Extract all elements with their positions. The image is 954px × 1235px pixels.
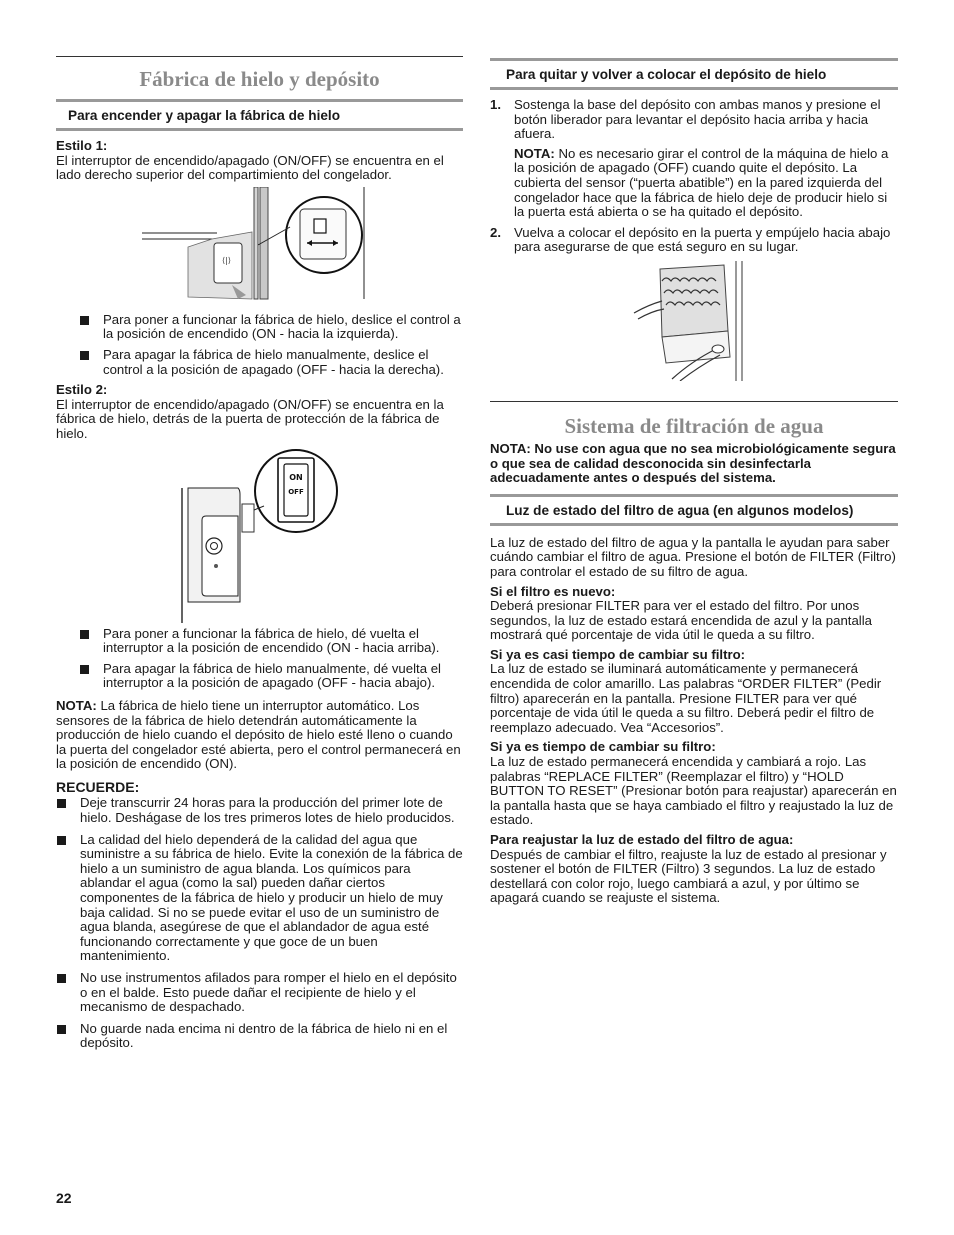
nota-label: NOTA: (56, 697, 97, 713)
estilo1-label: Estilo 1: (56, 138, 108, 153)
step-1-text: Sostenga la base del depósito con ambas manos y presione el botón liberador para levantar el depósito hacia arriba y hacia afuera. (514, 97, 881, 142)
rocker-switch-drawing (178, 448, 338, 623)
list-item: No use instrumentos afilados para romper el hielo en el depósito o en el balde. Esto puede dañar el recipiente de hielo y el mecanismo de despachado. (56, 971, 463, 1015)
nuevo-label: Si el filtro es nuevo: (490, 583, 616, 599)
section-title-ice-maker: Fábrica de hielo y depósito (139, 67, 380, 91)
section-rule (56, 56, 463, 57)
reajustar-label: Para reajustar la luz de estado del filtro de agua: (490, 832, 794, 847)
switch-on-label: ON (289, 472, 303, 482)
switch-off-label: OFF (288, 487, 304, 496)
subheading-remove-bin: Para quitar y volver a colocar el depósito de hielo (490, 58, 898, 90)
luz-intro: La luz de estado del filtro de agua y la pantalla le ayudan para saber cuándo cambiar el filtro de agua. Presione el botón de FILTER (Filtro) para controlar el estado de su filtro de agua. (490, 534, 896, 579)
recuerde-list (56, 796, 463, 1051)
casi-text: La luz de estado se iluminará automáticamente y permanecerá encendida de color amarillo. Las palabras “ORDER FILTER” (Pedir filtro) aparecerán en la pantalla. Presione FILTER para ver qué porcentaje de vida útil le queda a su filtro. Deberá pedir el filtro de reemplazo adecuado. Vea “Accesorios”. (490, 661, 882, 735)
section-rule (490, 401, 898, 402)
list-item: Para apagar la fábrica de hielo manualmente, dé vuelta el interruptor a la posición de apagado (OFF - hacia abajo). (56, 662, 463, 691)
estilo2-illustration (178, 448, 463, 623)
left-column (56, 56, 463, 1051)
reajustar-text: Después de cambiar el filtro, reajuste la luz de estado al presionar y sostener el botón de FILTER (Filtro) 3 segundos. La luz de estado destellará con color rojo, luego cambiará a azul, y por último se apagará cuando se reajuste el sistema. (490, 846, 887, 906)
step-1-number: 1. (490, 97, 501, 112)
list-item: Para poner a funcionar la fábrica de hielo, deslice el control a la posición de encendido (ON - hacia la izquierda). (56, 313, 463, 342)
step-1-nota-label: NOTA: (514, 145, 555, 161)
nota-text: La fábrica de hielo tiene un interruptor automático. Los sensores de la fábrica de hielo detendrán automáticamente la producción de hielo cuando el depósito de hielo esté lleno o cuando la puerta del congelador esté abierta, pero el control permanecerá en la posición de encendido (ON). (56, 697, 461, 772)
tiempo-text: La luz de estado permanecerá encendida y cambiará a rojo. Las palabras “REPLACE FILTER” (Reemplazar el filtro) y “HOLD BUTTON TO RESET” (Presionar botón para reajustar) aparecerán en la pantalla hasta que se haya cambiado el filtro y reajustado la luz de estado. (490, 754, 897, 828)
estilo2-text: El interruptor de encendido/apagado (ON/OFF) se encuentra en la fábrica de hielo, detrás de la puerta de protección de la fábrica de hielo. (56, 396, 444, 441)
subheading-filter-status-light: Luz de estado del filtro de agua (en algunos modelos) (490, 494, 898, 526)
ice-bin-drawing (632, 261, 752, 381)
recuerde-label: RECUERDE: (56, 778, 140, 795)
list-item: Para poner a funcionar la fábrica de hielo, dé vuelta el interruptor a la posición de encendido (ON - hacia arriba). (56, 627, 463, 656)
step-2 (490, 226, 898, 255)
list-item: La calidad del hielo dependerá de la calidad del agua que suministre a su fábrica de hielo. Evite la conexión de la fábrica de hielo a un suministro de agua blanda. Los químicos para ablandar el agua (como la sal) pueden dañar ciertos componentes de la fábrica de hielo y producir un hielo de muy baja calidad. Si no se puede evitar el uso de un suministro de agua blanda, asegúrese de que el ablandador de agua esté funcionando correctamente y que goce de un buen mantenimiento. (56, 833, 463, 964)
page-number: 22 (56, 1190, 72, 1206)
water-safety-note: NOTA: No use con agua que no sea microbiológicamente segura o que sea de calidad desconocida sin desinfectarla adecuadamente antes o después del sistema. (490, 440, 896, 486)
freezer-switch-drawing (142, 187, 372, 307)
estilo1-bullets (56, 313, 463, 377)
step-2-number: 2. (490, 224, 501, 240)
step-1 (490, 98, 898, 220)
nota-paragraph (56, 699, 463, 772)
step-1-nota (514, 147, 898, 220)
list-item: Deje transcurrir 24 horas para la producción del primer lote de hielo. Deshágase de los tres primeros lotes de hielo producidos. (56, 796, 463, 825)
casi-label: Si ya es casi tiempo de cambiar su filtro: (490, 646, 746, 662)
estilo1-text: El interruptor de encendido/apagado (ON/OFF) se encuentra en el lado derecho superior del compartimiento del congelador. (56, 152, 444, 183)
estilo2-bullets (56, 627, 463, 691)
ice-bin-illustration (632, 261, 898, 381)
estilo2-label: Estilo 2: (56, 382, 108, 398)
estilo1-illustration (142, 187, 463, 307)
step-1-nota-text: No es necesario girar el control de la máquina de hielo a la posición de apagado (OFF) cuando quite el depósito. La cubierta del sensor (“puerta abatible”) en la pared izquierda del congelador hace que la fábrica de hielo deje de producir hielo si la puerta está abierta o se ha quitado el depósito. (514, 145, 889, 220)
section-title-water-filter: Sistema de filtración de agua (564, 413, 824, 438)
step-2-text: Vuelva a colocar el depósito en la puerta y empújelo hacia abajo para asegurarse de que está seguro en su lugar. (514, 224, 891, 255)
list-item: No guarde nada encima ni dentro de la fábrica de hielo ni en el depósito. (56, 1022, 463, 1051)
list-item: Para apagar la fábrica de hielo manualmente, deslice el control a la posición de apagado (OFF - hacia la derecha). (56, 348, 463, 377)
tiempo-label: Si ya es tiempo de cambiar su filtro: (490, 739, 716, 755)
right-column (490, 58, 898, 906)
subheading-on-off: Para encender y apagar la fábrica de hielo (56, 99, 463, 131)
svg-text:⟨|⟩: ⟨|⟩ (222, 255, 231, 265)
nuevo-text: Deberá presionar FILTER para ver el estado del filtro. Por unos segundos, la luz de estado estará encendida de azul y la pantalla mostrará qué porcentaje de vida útil le queda a su filtro. (490, 598, 872, 643)
